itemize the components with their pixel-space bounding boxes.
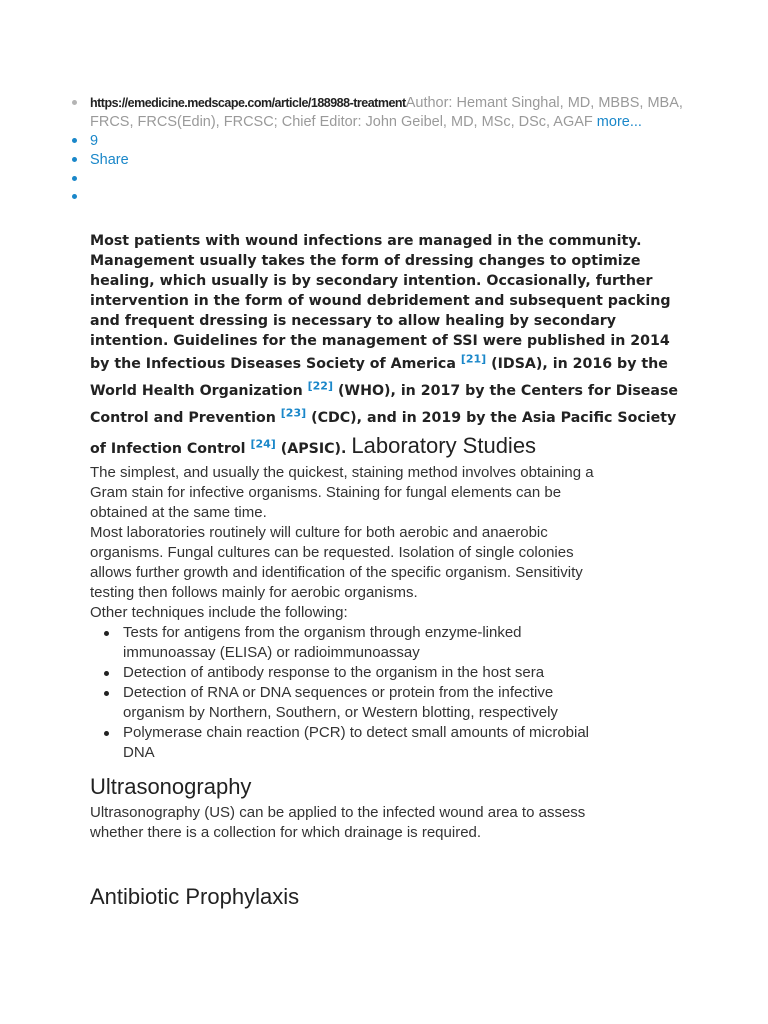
reference-link[interactable]: [24] (250, 437, 276, 451)
article-url-link[interactable]: https://emedicine.medscape.com/article/188988-treatment (90, 96, 406, 110)
author-info: Author: Hemant Singhal, MD, MBBS, MBA, FRCS, FRCS(Edin), FRCSC; Chief Editor: John Geibel, MD, MSc, DSc, AGAF (90, 95, 683, 130)
intro-paragraph (90, 231, 690, 463)
paragraph-line: Most laboratories routinely will culture for both aerobic and anaerobic (90, 524, 548, 541)
list-item (90, 623, 690, 663)
intro-line (90, 378, 690, 405)
list-item-line: organism by Northern, Southern, or Western blotting, respectively (123, 704, 558, 721)
article-meta-list (72, 93, 692, 205)
list-item-line: Polymerase chain reaction (PCR) to detect small amounts of microbial (123, 724, 590, 741)
share-link[interactable]: Share (90, 152, 129, 168)
paragraph-line: whether there is a collection for which drainage is required. (90, 824, 482, 841)
ultrasonography-paragraph (90, 803, 690, 843)
count-item[interactable] (72, 131, 692, 150)
paragraph-line: allows further growth and identification of the specific organism. Sensitivity (90, 564, 583, 581)
paragraph-line: Other techniques include the following: (90, 604, 348, 621)
intro-line (90, 432, 690, 463)
paragraph-line: testing then follows mainly for aerobic organisms. (90, 584, 418, 601)
intro-text: World Health Organization (90, 383, 308, 399)
intro-line: Most patients with wound infections are managed in the community. (90, 233, 642, 249)
paragraph-line: The simplest, and usually the quickest, staining method involves obtaining a (90, 464, 594, 481)
intro-text: of Infection Control (90, 441, 251, 457)
paragraph-line: Gram stain for infective organisms. Staining for fungal elements can be (90, 484, 562, 501)
reference-24[interactable] (250, 437, 275, 450)
intro-text: (WHO), in 2017 by the Centers for Disease (333, 383, 679, 399)
reference-link[interactable]: [22] (307, 379, 333, 393)
list-item-line: immunoassay (ELISA) or radioimmunoassay (123, 644, 420, 661)
intro-text: by the Infectious Diseases Society of America (90, 356, 461, 372)
list-item-line: Tests for antigens from the organism through enzyme-linked (123, 624, 522, 641)
article-source-item (72, 93, 692, 131)
ultrasonography-heading: Ultrasonography (90, 774, 252, 799)
list-item-line: Detection of antibody response to the organism in the host sera (123, 664, 545, 681)
intro-line: intention. Guidelines for the management of SSI were published in 2014 (90, 333, 670, 349)
share-item[interactable] (72, 150, 692, 169)
intro-line: healing, which usually is by secondary intention. Occasionally, further (90, 273, 653, 289)
article-content (90, 231, 690, 913)
antibiotic-prophylaxis-heading: Antibiotic Prophylaxis (90, 884, 300, 909)
reference-22[interactable] (308, 379, 333, 392)
intro-line (90, 351, 690, 378)
empty-list-item (72, 187, 692, 205)
techniques-list (90, 623, 690, 763)
intro-line: Management usually takes the form of dressing changes to optimize (90, 253, 641, 269)
intro-line (90, 405, 690, 432)
intro-text: (APSIC). (275, 441, 347, 457)
reference-21[interactable] (461, 352, 486, 365)
reference-23[interactable] (281, 406, 306, 419)
paragraph-line: organisms. Fungal cultures can be requested. Isolation of single colonies (90, 544, 574, 561)
gram-stain-paragraph (90, 463, 690, 523)
list-item-line: DNA (123, 744, 155, 761)
list-item-line: Detection of RNA or DNA sequences or protein from the infective (123, 684, 554, 701)
paragraph-line: Ultrasonography (US) can be applied to the infected wound area to assess (90, 804, 586, 821)
reference-link[interactable]: [21] (460, 352, 487, 366)
intro-text: Control and Prevention (90, 410, 281, 426)
intro-text: (CDC), and in 2019 by the Asia Pacific Society (306, 410, 677, 426)
list-item (90, 723, 690, 763)
list-item (90, 663, 690, 683)
empty-list-item (72, 169, 692, 187)
reference-link[interactable]: [23] (280, 406, 307, 420)
paragraph-line: obtained at the same time. (90, 504, 267, 521)
other-techniques-paragraph (90, 603, 690, 623)
intro-line: and frequent dressing is necessary to allow healing by secondary (90, 313, 617, 329)
laboratory-studies-heading: Laboratory Studies (351, 433, 537, 458)
culture-paragraph (90, 523, 690, 603)
more-link[interactable]: more... (596, 114, 642, 130)
list-item (90, 683, 690, 723)
intro-line: intervention in the form of wound debridement and subsequent packing (90, 293, 671, 309)
count-link[interactable]: 9 (90, 133, 99, 149)
intro-text: (IDSA), in 2016 by the (486, 356, 668, 372)
